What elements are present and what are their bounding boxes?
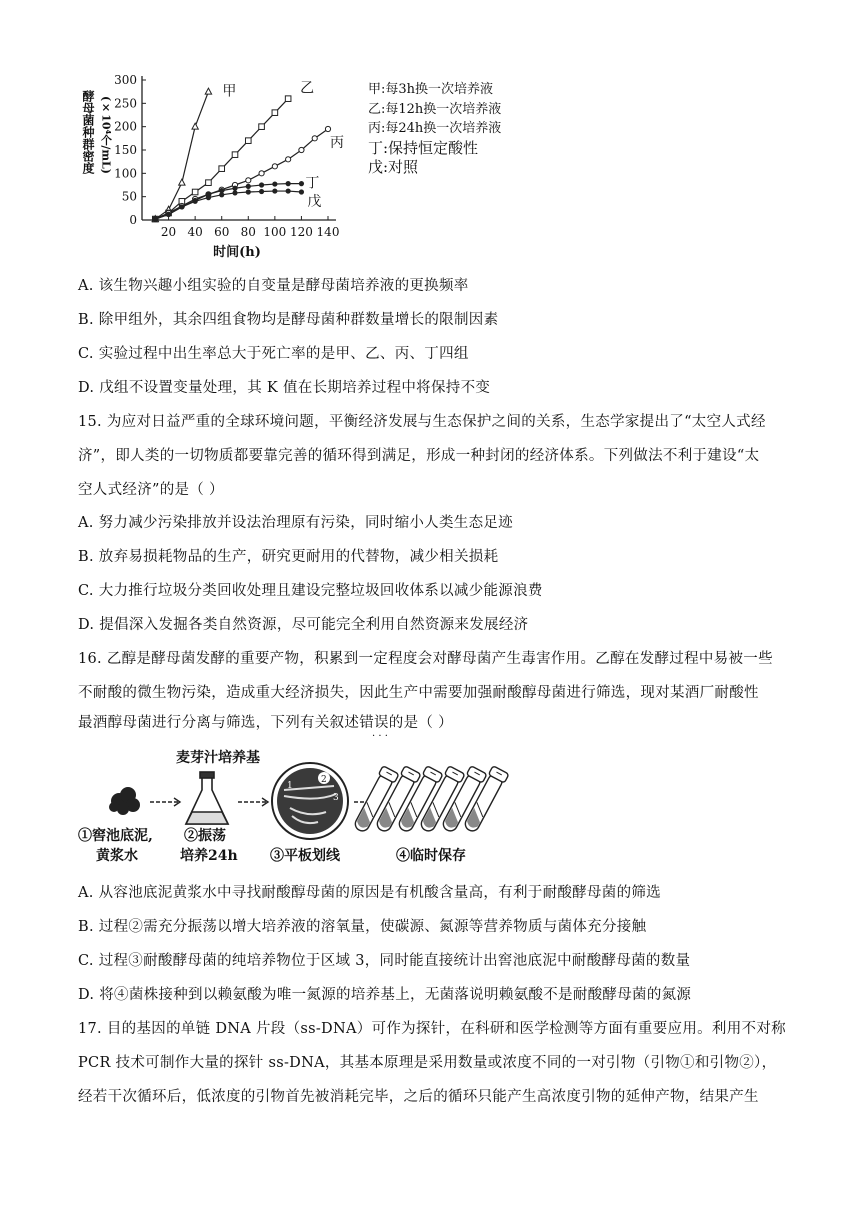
point-2	[286, 157, 291, 162]
point-1	[285, 96, 291, 102]
region-label-1: 1	[287, 781, 293, 791]
experiment-diagram-svg	[78, 746, 558, 870]
q16-option-d: D. 将④菌株接种到以赖氨酸为唯一氮源的培养基上，无菌落说明赖氨酸不是耐酸酵母菌的氮源	[78, 987, 692, 1003]
q16-option-c: C. 过程③耐酸酵母菌的纯培养物位于区域 3，同时能直接统计出窖池底泥中耐酸酵母菌的数量	[78, 953, 691, 969]
series-label-1: 乙	[300, 80, 315, 97]
q15-option-b: B. 放弃易损耗物品的生产，研究更耐用的代替物，减少相关损耗	[78, 549, 499, 565]
series-label-3: 丁	[305, 175, 320, 192]
q15-stem-line2: 济”，即人类的一切物质都要靠完善的循环得到满足，形成一种封闭的经济体系。下列做法不利于建设“太	[78, 448, 760, 464]
q15-option-c: C. 大力推行垃圾分类回收处理且建设完整垃圾回收体系以减少能源浪费	[78, 583, 543, 599]
x-tick-label: 100	[263, 225, 287, 239]
series-line-3	[155, 184, 301, 219]
point-1	[245, 138, 251, 144]
point-4	[299, 189, 304, 194]
point-0	[179, 179, 185, 185]
point-4	[206, 195, 211, 200]
x-tick-label: 40	[187, 225, 203, 239]
point-3	[272, 181, 277, 186]
region-label-2: 2	[321, 775, 327, 785]
q15-stem-line3: 空人式经济”的是（ ）	[78, 482, 224, 498]
step4-caption: ④临时保存	[396, 848, 466, 864]
q16-stem-line1: 16. 乙醇是酵母菌发酵的重要产物，积累到一定程度会对酵母菌产生毒害作用。乙醇在发酵过程中易被一些	[78, 651, 773, 667]
point-3	[286, 181, 291, 186]
y-tick-label: 0	[129, 213, 137, 227]
arrow-2-icon	[238, 798, 268, 806]
x-tick-label: 120	[289, 225, 313, 239]
step1-caption-line2: 黄浆水	[96, 848, 138, 864]
mud-sample-icon	[109, 787, 140, 815]
q16-option-a: A. 从容池底泥黄浆水中寻找耐酸醇母菌的原因是有机酸含量高，有利于耐酸酵母菌的筛选	[78, 885, 661, 901]
point-2	[299, 147, 304, 152]
legend-item-yi: 乙:每12h换一次培养液	[368, 101, 502, 117]
test-tubes-icon	[351, 766, 509, 834]
chart-legend	[368, 80, 501, 178]
point-0	[192, 123, 198, 129]
point-2	[325, 126, 330, 131]
flask-icon	[186, 772, 228, 824]
point-3	[299, 181, 304, 186]
step1-caption-line1: ①窖池底泥,	[78, 828, 153, 844]
x-tick-label: 140	[316, 225, 340, 239]
point-4	[166, 212, 171, 217]
series-label-4: 戊	[307, 194, 322, 210]
legend-item-wu: 戊:对照	[368, 158, 419, 176]
series-label-0: 甲	[222, 83, 237, 100]
point-4	[153, 216, 158, 221]
x-tick-label: 60	[214, 225, 230, 239]
point-2	[246, 178, 251, 183]
q15-option-a: A. 努力减少污染排放并设法治理原有污染，同时缩小人类生态足迹	[78, 515, 513, 531]
point-4	[232, 190, 237, 195]
medium-label: 麦芽汁培养基	[176, 750, 260, 766]
point-1	[192, 189, 198, 195]
y-tick-label: 300	[114, 73, 137, 87]
q16-stem-line3: 最酒醇母菌进行分离与筛选，下列有关叙述错误的是（ ）	[78, 715, 453, 731]
y-tick-label: 250	[114, 96, 137, 111]
point-4	[219, 192, 224, 197]
petri-dish-icon	[272, 763, 348, 839]
x-axis-label: 时间(h)	[213, 245, 261, 260]
q17-stem-line2: PCR 技术可制作大量的探针 ss-DNA，其基本原理是采用数量或浓度不同的一对引物（引物①和引物②），	[78, 1055, 777, 1071]
point-2	[312, 136, 317, 141]
q15-stem-line1: 15. 为应对日益严重的全球环境问题，平衡经济发展与生态保护之间的关系，生态学家提出了“太空人式经	[78, 414, 766, 430]
step2-caption-line1: ②振荡	[184, 828, 226, 844]
legend-item-ding: 丁:保持恒定酸性	[368, 138, 479, 157]
y-axis-unit: (×10⁴个/mL)	[99, 96, 113, 174]
series-line-1	[155, 99, 288, 219]
point-1	[232, 152, 238, 158]
q16-stem-line2: 不耐酸的微生物污染，造成重大经济损失，因此生产中需要加强耐酸醇母菌进行筛选，现对某酒厂耐酸性	[78, 685, 759, 701]
y-tick-label: 50	[121, 189, 137, 204]
arrow-1-icon	[150, 798, 180, 806]
x-tick-label: 80	[240, 225, 256, 239]
series-label-2: 丙	[330, 135, 344, 151]
step3-caption: ③平板划线	[270, 848, 340, 864]
point-4	[193, 199, 198, 204]
legend-item-jia: 甲:每3h换一次培养液	[368, 82, 494, 97]
point-1	[272, 110, 278, 116]
point-3	[259, 182, 264, 187]
q17-stem-line1: 17. 目的基因的单链 DNA 片段（ss-DNA）可作为探针，在科研和医学检测等方面有重要应用。利用不对称	[78, 1021, 786, 1037]
q16-option-b: B. 过程②需充分振荡以增大培养液的溶氧量，使碳源、氮源等营养物质与菌体充分接触	[78, 919, 647, 935]
point-4	[246, 189, 251, 194]
q17-stem-line3: 经若干次循环后，低浓度的引物首先被消耗完毕，之后的循环只能产生高浓度引物的延伸产物，结果产生	[78, 1089, 759, 1105]
region-label-3: 3	[333, 793, 339, 803]
point-4	[286, 188, 291, 193]
point-4	[259, 189, 264, 194]
emphasis-dots: · · ·	[372, 731, 388, 742]
point-4	[179, 204, 184, 209]
point-2	[259, 171, 264, 176]
growth-chart-svg	[70, 70, 360, 265]
y-tick-label: 200	[114, 119, 137, 134]
point-3	[232, 186, 237, 191]
q14-option-a: A. 该生物兴趣小组实验的自变量是酵母菌培养液的更换频率	[78, 278, 469, 294]
point-1	[219, 166, 225, 172]
point-2	[272, 164, 277, 169]
y-tick-label: 100	[114, 166, 137, 181]
point-4	[272, 188, 277, 193]
point-3	[246, 184, 251, 189]
x-tick-label: 20	[160, 225, 177, 239]
q14-option-b: B. 除甲组外，其余四组食物均是酵母菌种群数量增长的限制因素	[78, 312, 499, 328]
experiment-diagram	[78, 746, 558, 870]
point-1	[259, 124, 265, 130]
q14-option-c: C. 实验过程中出生率总大于死亡率的是甲、乙、丙、丁四组	[78, 346, 469, 362]
point-0	[205, 88, 211, 94]
step2-caption-line2: 培养24h	[180, 848, 238, 864]
q15-option-d: D. 提倡深入发掘各类自然资源，尽可能完全利用自然资源来发展经济	[78, 617, 529, 633]
growth-chart	[70, 70, 360, 265]
y-axis-label: 酵母菌种群密度	[81, 90, 95, 174]
legend-item-bing: 丙:每24h换一次培养液	[368, 121, 502, 136]
point-1	[206, 180, 212, 186]
y-tick-label: 150	[114, 143, 137, 157]
q14-option-d: D. 戊组不设置变量处理，其 K 值在长期培养过程中将保持不变	[78, 380, 491, 396]
